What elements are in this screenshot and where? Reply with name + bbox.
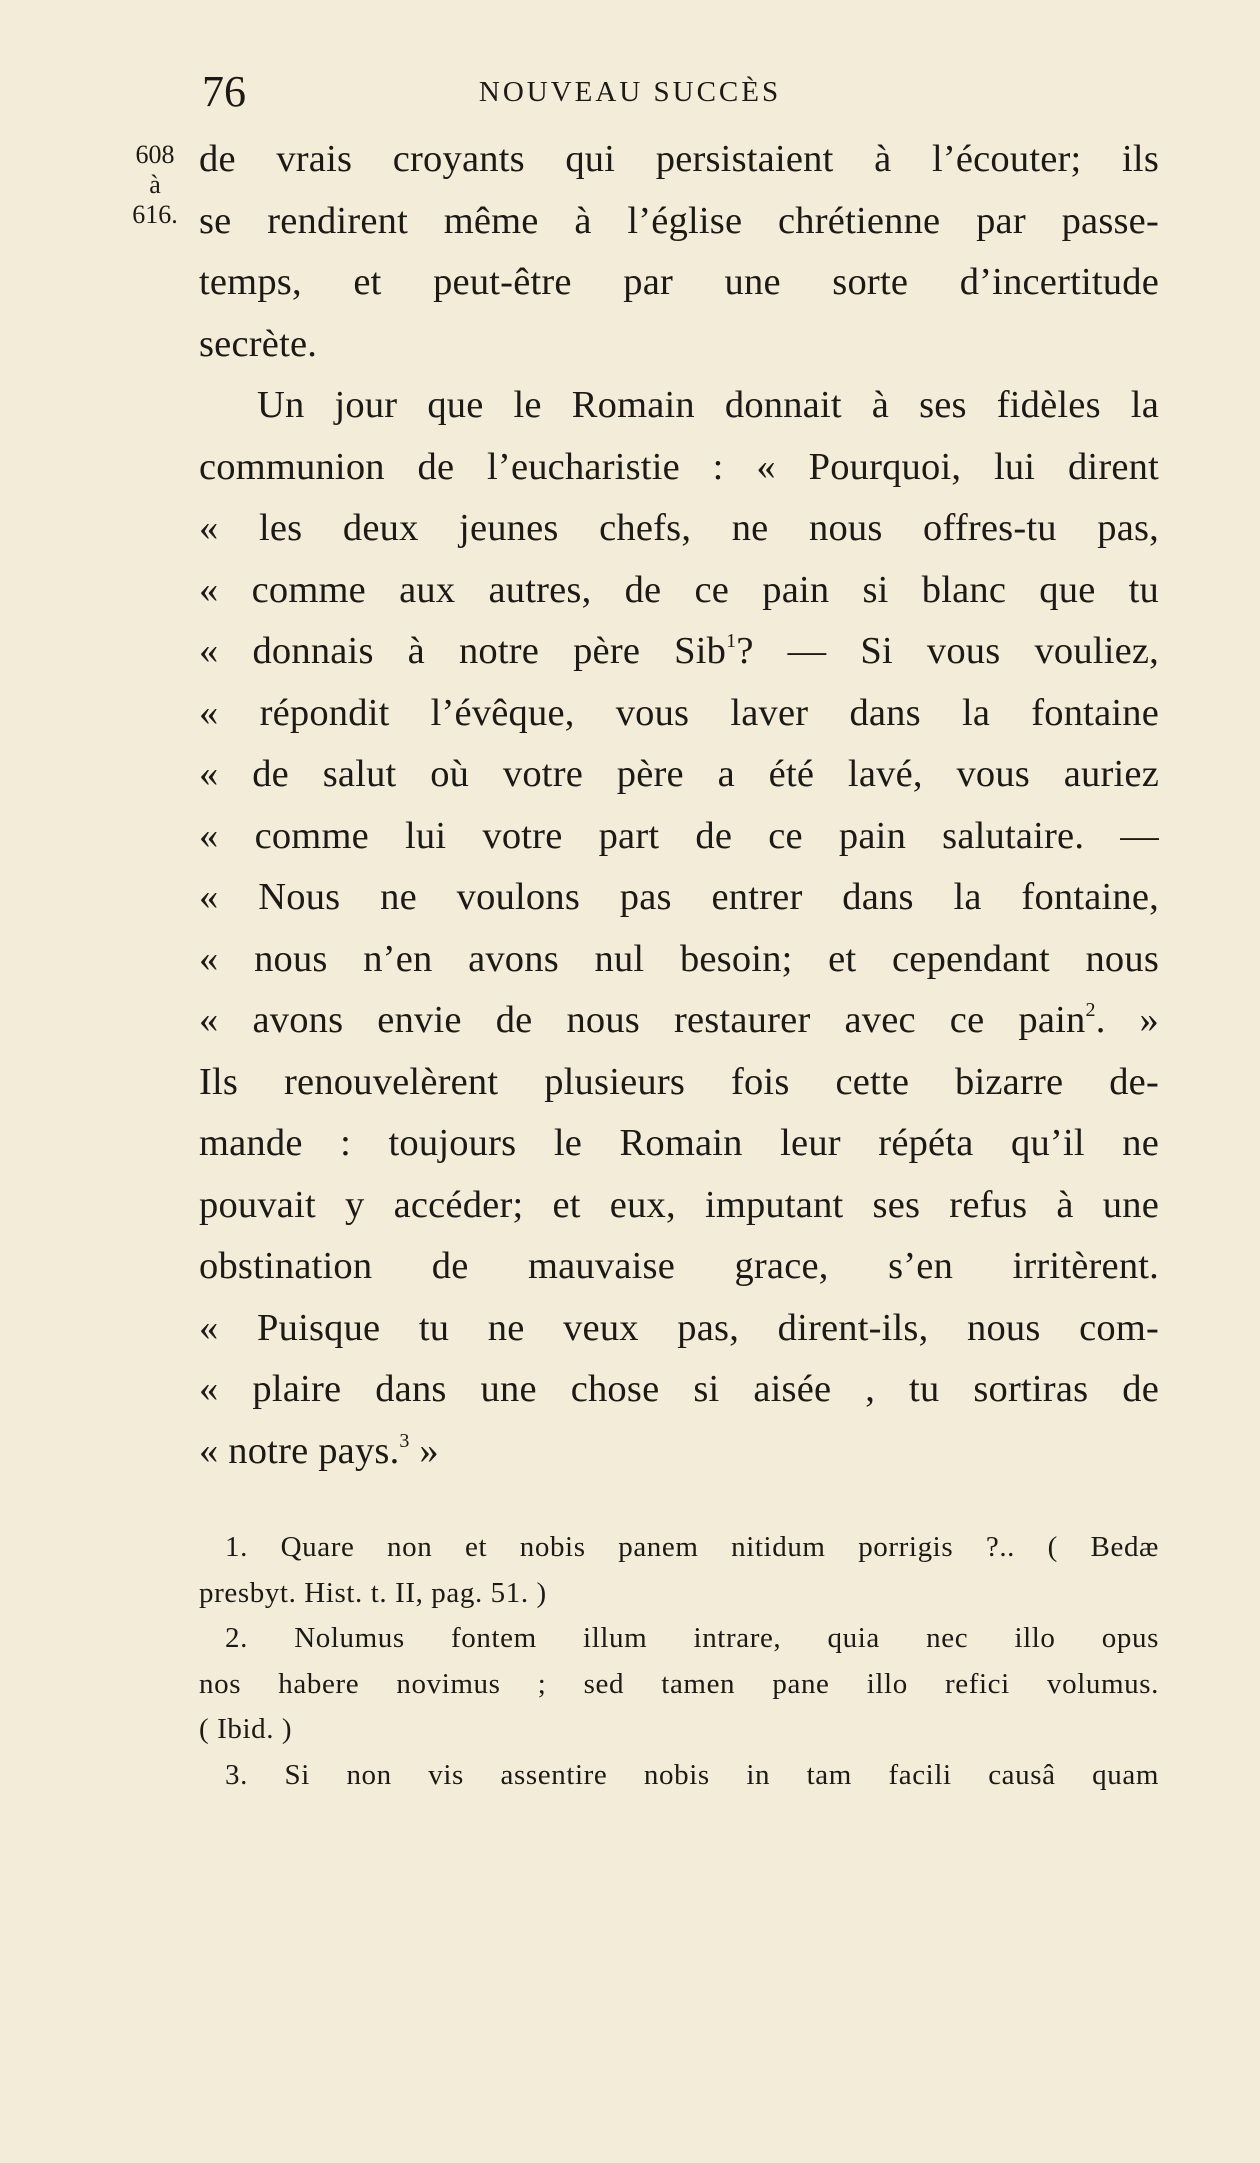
footnote-ref-1: 1: [726, 630, 737, 652]
footnote-line: 2. Nolumus fontem illum intrare, quia nec illo opus: [225, 1622, 1159, 1654]
body-text: [199, 129, 1159, 1482]
footnote-ref-2: 2: [1085, 999, 1096, 1021]
text-line: « comme lui votre part de ce pain salutaire. —: [199, 814, 1159, 857]
text-line: « de salut où votre père a été lavé, vous auriez: [199, 753, 1159, 795]
text-line: mande : toujours le Romain leur répéta qu’il ne: [199, 1122, 1159, 1164]
margin-note-line: à: [149, 170, 161, 199]
margin-date-note: [120, 140, 190, 230]
text-line: communion de l’eucharistie : « Pourquoi, lui dirent: [199, 445, 1159, 488]
text-segment: « avons envie de nous restaurer avec ce pain: [199, 999, 1086, 1041]
footnote-line: ( Ibid. ): [199, 1713, 293, 1745]
margin-note-line: 616.: [132, 200, 178, 229]
text-line: [199, 1421, 1159, 1483]
text-line: de vrais croyants qui persistaient à l’écouter; ils: [199, 138, 1159, 180]
footnote-ref-3: 3: [399, 1429, 410, 1452]
text-line: obstination de mauvaise grace, s’en irritèrent.: [199, 1245, 1159, 1287]
text-line: [199, 621, 1159, 683]
page-header: [0, 62, 1260, 122]
text-segment: « notre pays.: [199, 1429, 400, 1472]
text-line: « Puisque tu ne veux pas, dirent-ils, nous com-: [199, 1306, 1159, 1349]
text-line: se rendirent même à l’église chrétienne par passe-: [199, 199, 1159, 242]
running-title: NOUVEAU SUCCÈS: [478, 76, 782, 108]
text-segment: »: [409, 1429, 439, 1472]
text-line: « nous n’en avons nul besoin; et cependant nous: [199, 937, 1159, 980]
footnotes: [199, 1525, 1159, 1798]
text-line: secrète.: [199, 322, 318, 365]
text-line: [199, 990, 1159, 1052]
text-segment: . »: [1095, 999, 1159, 1041]
footnote-line: 1. Quare non et nobis panem nitidum porrigis ?.. ( Bedæ: [225, 1531, 1159, 1563]
text-line: temps, et peut-être par une sorte d’incertitude: [199, 261, 1159, 303]
text-line: pouvait y accéder; et eux, imputant ses refus à une: [199, 1183, 1159, 1226]
text-segment: ? — Si vous vouliez,: [736, 630, 1159, 672]
text-line: « répondit l’évêque, vous laver dans la fontaine: [199, 691, 1159, 734]
footnote-line: nos habere novimus ; sed tamen pane illo refici volumus.: [199, 1667, 1159, 1700]
text-line: Ils renouvelèrent plusieurs fois cette bizarre de-: [199, 1060, 1159, 1103]
text-line: « plaire dans une chose si aisée , tu sortiras de: [199, 1368, 1159, 1410]
page-number: 76: [202, 67, 246, 116]
text-line: « les deux jeunes chefs, ne nous offres-tu pas,: [199, 507, 1159, 549]
text-segment: « donnais à notre père Sib: [199, 630, 727, 672]
footnote-line: 3. Si non vis assentire nobis in tam facili causâ quam: [225, 1758, 1159, 1791]
margin-note-line: 608: [135, 140, 175, 169]
text-line: « Nous ne voulons pas entrer dans la fontaine,: [199, 876, 1159, 918]
text-line: « comme aux autres, de ce pain si blanc que tu: [199, 568, 1159, 611]
text-line: Un jour que le Romain donnait à ses fidèles la: [257, 384, 1159, 426]
footnote-line: presbyt. Hist. t. II, pag. 51. ): [199, 1576, 547, 1609]
